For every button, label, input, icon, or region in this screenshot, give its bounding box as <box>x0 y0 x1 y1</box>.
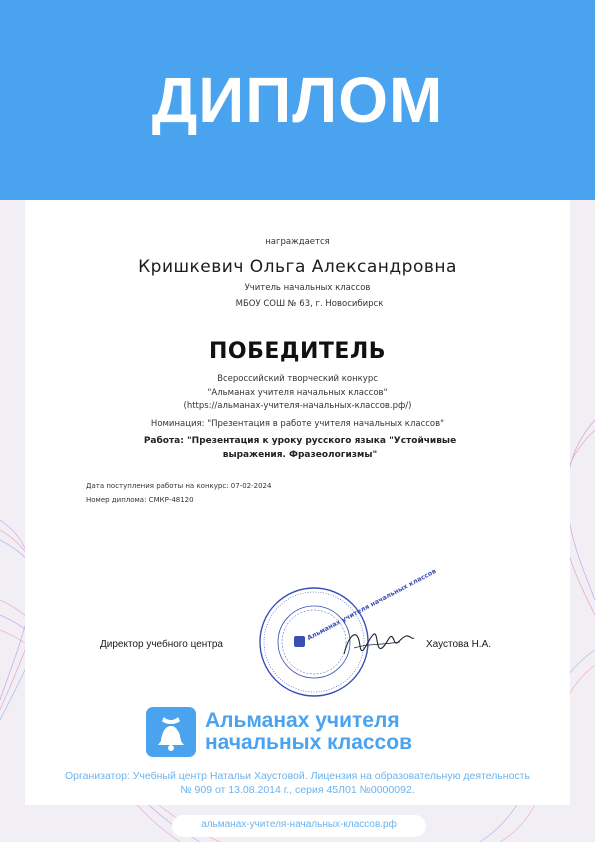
site-link[interactable]: альманах-учителя-начальных-классов.рф <box>201 819 397 830</box>
contest-type: Всероссийский творческий конкурс <box>217 374 378 384</box>
director-label: Директор учебного центра <box>100 639 223 650</box>
recipient-position: Учитель начальных классов <box>244 283 371 293</box>
stamp-text: Альманах учителя начальных классов <box>305 567 438 643</box>
awarded-label: награждается <box>265 237 330 247</box>
contest-nomination: Номинация: "Презентация в работе учителя начальных классов" <box>150 419 445 429</box>
logo-line-2: начальных классов <box>205 731 412 754</box>
logo-bell-icon <box>146 707 196 757</box>
stamp-bell-icon <box>294 636 305 647</box>
logo-line-1: Альманах учителя <box>205 709 400 732</box>
contest-url: (https://альманах-учителя-начальных-классов.рф/) <box>183 401 412 411</box>
organizer-line-2: № 909 от 13.08.2014 г., серия 45Л01 №0000092. <box>180 784 415 796</box>
director-signature <box>340 618 416 668</box>
submission-date: Дата поступления работы на конкурс: 07-02-2024 <box>86 482 272 490</box>
award-status: ПОБЕДИТЕЛЬ <box>209 339 386 364</box>
recipient-school: МБОУ СОШ № 63, г. Новосибирск <box>235 299 384 309</box>
logo-text <box>205 710 412 754</box>
diploma-title: ДИПЛОМ <box>151 64 444 136</box>
director-name: Хаустова Н.А. <box>426 639 492 650</box>
contest-name: "Альманах учителя начальных классов" <box>207 388 388 398</box>
recipient-name: Кришкевич Ольга Александровна <box>138 257 457 277</box>
organizer-line-1: Организатор: Учебный центр Натальи Хаустовой. Лицензия на образовательную деятельность <box>65 770 530 782</box>
contest-work: Работа: "Презентация к уроку русского языка "Устойчивые выражения. Фразеологизмы" <box>143 436 457 460</box>
diploma-number: Номер диплома: СМКР-48120 <box>86 496 194 504</box>
